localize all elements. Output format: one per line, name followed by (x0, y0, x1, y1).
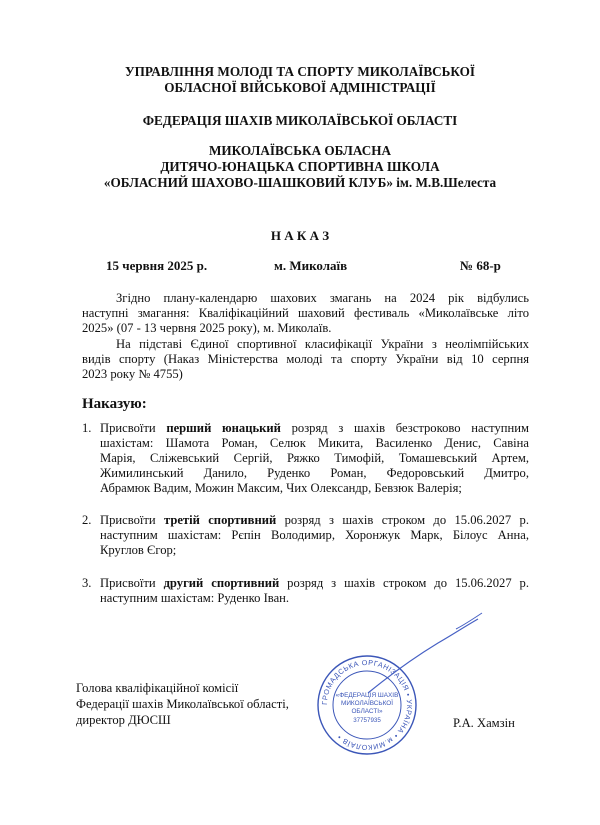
preamble-p1-line3: 2025» (07 - 13 червня 2025 року), м. Миколаїв. (82, 321, 332, 335)
item-3-number: 3. (82, 576, 92, 590)
order-title: Н А К А З (270, 228, 330, 243)
header-line-5: ДИТЯЧО-ЮНАЦЬКА СПОРТИВНА ШКОЛА (160, 159, 440, 174)
item-1-number: 1. (82, 421, 92, 435)
order-number: № 68-р (460, 258, 501, 273)
stamp-ring-text: ГРОМАДСЬКА ОРГАНІЗАЦІЯ • УКРАЇНА • м.МИКОЛАЇВ • (319, 657, 415, 753)
order-city: м. Миколаїв (274, 258, 348, 273)
header-line-3: ФЕДЕРАЦІЯ ШАХІВ МИКОЛАЇВСЬКОЇ ОБЛАСТІ (142, 113, 458, 128)
signature-name: Р.А. Хамзін (453, 716, 515, 730)
decree-label: Наказую: (82, 396, 147, 412)
signature-line-1: Голова кваліфікаційної комісії (76, 681, 239, 695)
order-date: 15 червня 2025 р. (106, 258, 208, 273)
item-2-number: 2. (82, 513, 92, 527)
stamp-center-3: ОБЛАСТІ» (351, 708, 383, 715)
item-3-line-1: Присвоїти другий спортивний розряд з шахів строком до 15.06.2027 р. (100, 576, 529, 590)
signature-line-2: Федерації шахів Миколаївської області, (76, 697, 289, 711)
item-1-rank: перший юнацький (166, 421, 281, 435)
stamp-center-2: МИКОЛАЇВСЬКОЇ (341, 700, 393, 707)
item-3-rank: другий спортивний (163, 576, 280, 590)
preamble-p1-line1: Згідно плану-календарю шахових змагань на 2024 рік відбулись (116, 291, 529, 305)
header-line-6: «ОБЛАСНИЙ ШАХОВО-ШАШКОВИЙ КЛУБ» ім. М.В.Шелеста (103, 175, 497, 190)
item-2-line-1: Присвоїти третій спортивний розряд з шахів строком до 15.06.2027 р. (100, 513, 529, 527)
organization-stamp (316, 654, 418, 756)
preamble-p2-line1: На підставі Єдиної спортивної класифікації України з неолімпійських (116, 337, 529, 351)
stamp-center-1: «ФЕДЕРАЦІЯ ШАХІВ (335, 692, 399, 699)
stamp-code: 37757935 (353, 717, 381, 724)
header-line-2: ОБЛАСНОЇ ВІЙСЬКОВОЇ АДМІНІСТРАЦІЇ (164, 80, 436, 95)
item-1-line-2: шахістам: Шамота Роман, Селюк Микита, Василенко Денис, Савіна (100, 436, 529, 450)
header-line-4: МИКОЛАЇВСЬКА ОБЛАСНА (208, 143, 392, 158)
item-2-line-2: наступним шахістам: Рєпін Володимир, Хоронжук Марк, Білоус Анна, (100, 528, 529, 542)
preamble-p1-line2: наступні змагання: Кваліфікаційний шаховий фестиваль «Миколаївське літо (82, 306, 529, 320)
item-2-line-3: Круглов Єгор; (100, 543, 177, 557)
signature-line-3: директор ДЮСШ (76, 713, 171, 727)
item-1-line-4: Жимилинський Данило, Руденко Роман, Федоровський Дмитро, (100, 466, 529, 480)
preamble-p2-line3: 2023 року № 4755) (82, 367, 183, 381)
header-line-1: УПРАВЛІННЯ МОЛОДІ ТА СПОРТУ МИКОЛАЇВСЬКОЇ (124, 64, 476, 79)
preamble-p2-line2: видів спорту (Наказ Міністерства молоді та спорту України від 10 серпня (82, 352, 529, 366)
item-1-line-5: Абрамюк Вадим, Можин Максим, Чих Олександр, Бевзюк Валерія; (100, 481, 462, 495)
item-1-line-3: Марія, Сліжевський Сергій, Ряжко Тимофій, Томашевський Артем, (100, 451, 529, 465)
item-1-line-1: Присвоїти перший юнацький розряд з шахів безстроково наступним (100, 421, 529, 435)
item-2-rank: третій спортивний (163, 513, 277, 527)
item-3-line-2: наступним шахістам: Руденко Іван. (100, 591, 290, 605)
